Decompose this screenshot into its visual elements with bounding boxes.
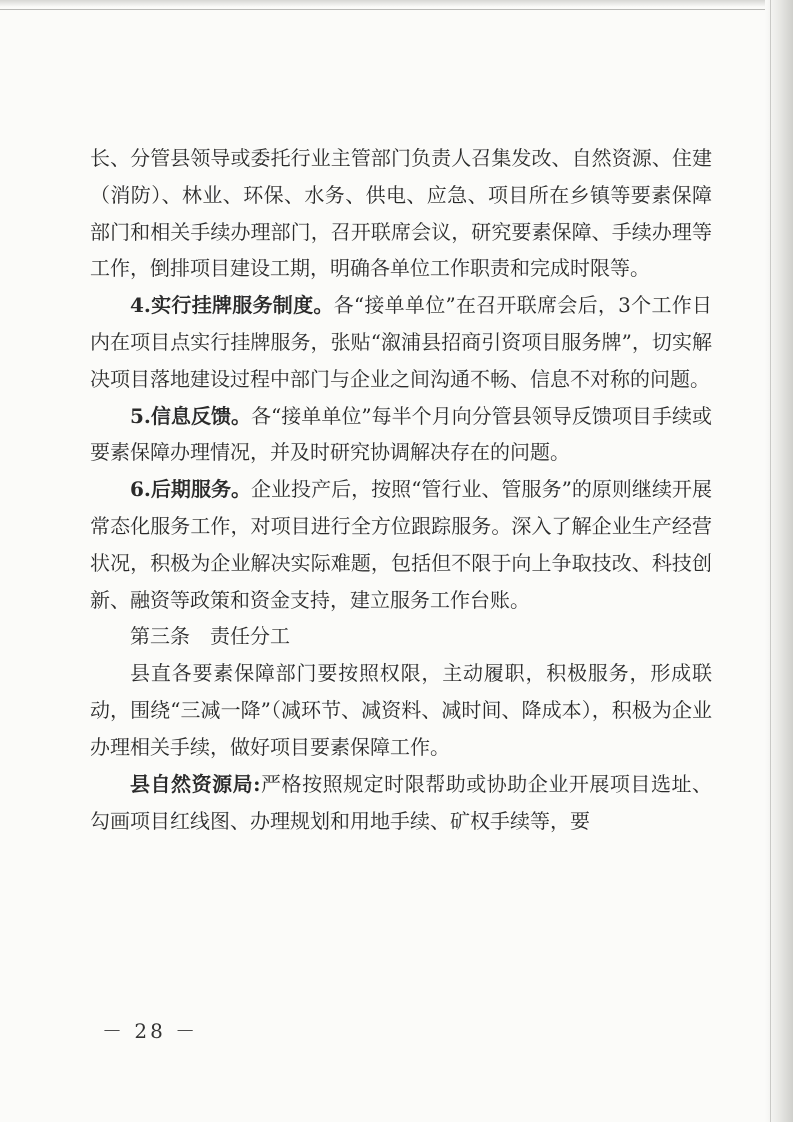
article-number: 第三条: [130, 624, 190, 649]
bureau-body: 严格按照规定时限帮助或协助企业开展项目选址、勾画项目红线图、办理规划和用地手续、矿权手续等，要: [90, 771, 712, 833]
item-5-heading: 5.信息反馈。: [130, 403, 252, 428]
paragraph-responsibility-intro: 县直各要素保障部门要按照权限，主动履职，积极服务，形成联动，围绕“三减一降”（减环节、减资料、减时间、降成本），积极为企业办理相关手续，做好项目要素保障工作。: [90, 661, 712, 759]
item-6-heading: 6.后期服务。: [130, 477, 252, 502]
paragraph-natural-resources-bureau: [90, 766, 712, 840]
paragraph-item-6: [90, 471, 712, 618]
page-number: － 28 －: [102, 1019, 199, 1043]
paragraph-item-5: [90, 398, 712, 472]
scan-top-line: [0, 9, 793, 10]
paragraph-item-4: [90, 287, 712, 397]
paragraph-continuation: 长、分管县领导或委托行业主管部门负责人召集发改、自然资源、住建（消防）、林业、环保、水务、供电、应急、项目所在乡镇等要素保障部门和相关手续办理部门，召开联席会议，研究要素保障、手续办理等工作，倒排项目建设工期，明确各单位工作职责和完成时限等。: [90, 146, 712, 281]
article-heading: [90, 618, 712, 655]
article-title: 责任分工: [210, 624, 290, 649]
bureau-heading: 县自然资源局:: [130, 771, 261, 796]
scan-top-edge: [0, 0, 793, 7]
document-body: [90, 140, 712, 839]
item-6-body: 企业投产后，按照“管行业、管服务”的原则继续开展常态化服务工作，对项目进行全方位跟踪服务。深入了解企业生产经营状况，积极为企业解决实际难题，包括但不限于向上争取技改、科技创新、融资等政策和资金支持，建立服务工作台账。: [90, 477, 712, 612]
item-5-body: 各“接单单位”每半个月向分管县领导反馈项目手续或要素保障办理情况，并及时研究协调解决存在的问题。: [90, 403, 712, 465]
item-4-body: 各“接单单位”在召开联席会后，3个工作日内在项目点实行挂牌服务，张贴“溆浦县招商引资项目服务牌”，切实解决项目落地建设过程中部门与企业之间沟通不畅、信息不对称的问题。: [90, 293, 712, 391]
item-4-heading: 4.实行挂牌服务制度。: [130, 293, 334, 318]
scan-right-line: [770, 0, 771, 1122]
